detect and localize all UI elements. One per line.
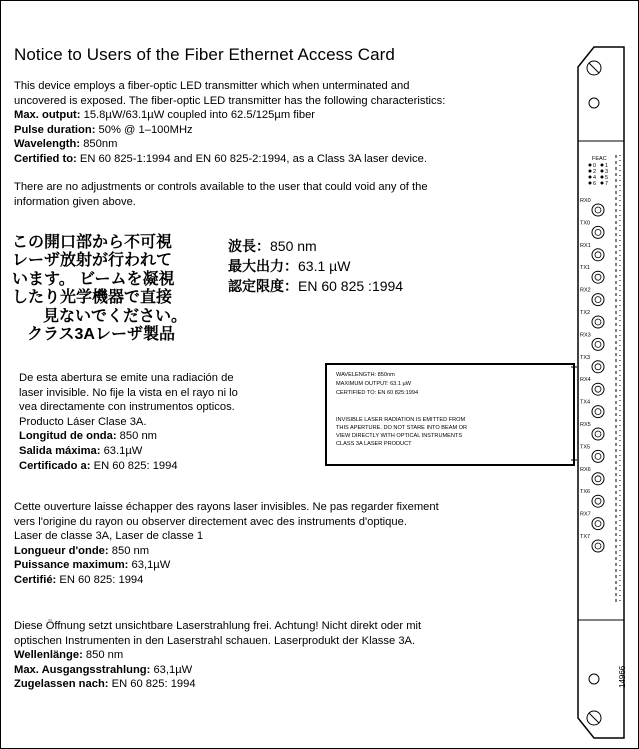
spec-label: Certificado a: [19,459,91,472]
jp-line: この開口部から不可視 [12,234,173,251]
port-label: TX5 [580,444,591,451]
spec-value: 850 nm [82,649,124,662]
spec-label: Longitud de onda: [19,430,117,443]
spec-value: 63.1µW [100,444,143,457]
label-warning-line: CLASS 3A LASER PRODUCT [336,441,412,447]
spec-label: Wavelength: [14,138,81,151]
port-connector-core [595,476,601,482]
spec-label: Longueur d'onde: [14,544,109,557]
spec-value: 850 nm [108,544,150,557]
port-label: TX6 [580,489,591,496]
spec-value: EN 60 825: 1994 [90,459,178,472]
spec-value: 63,1µW [128,559,171,572]
spec-value: 850 nm [116,430,157,443]
label-line: WAVELENGTH: 850nm [336,372,395,378]
port-connector-core [595,297,601,303]
es-line: Producto Láser Clase 3A. [19,415,147,428]
spec-label: Max. output: [14,109,81,122]
spec-line [14,648,421,663]
label-line: MAXIMUM OUTPUT: 63.1 µW [336,381,412,387]
spec-value: 15.8µW/63.1µW coupled into 62.5/125µm fiber [80,109,316,122]
led-indicator [601,170,604,173]
figure-number: 14966 [618,665,627,688]
jp-line: レーザ放射が行われて [12,252,173,270]
german-block [14,619,421,692]
port-label: RX3 [580,332,591,339]
label-warning-line: THIS APERTURE. DO NOT STARE INTO BEAM OR [336,425,468,431]
port-label: RX0 [580,198,591,204]
port-label: RX2 [580,287,591,294]
jp-line: います。 ビームを凝視 [12,270,175,288]
port-connector-core [595,498,601,504]
port-connector-core [595,319,601,325]
spec-value: 850nm [80,138,118,151]
spec-value: EN 60 825: 1994 [56,573,144,586]
led-number: 7 [605,181,609,187]
page-title: Notice to Users of the Fiber Ethernet Access Card [14,45,395,64]
spec-label: Salida máxima: [19,444,101,457]
spec-line [14,558,439,573]
led-indicator [589,182,592,185]
label-warning-line: INVISIBLE LASER RADIATION IS EMITTED FROM [336,417,466,423]
port-connector-core [595,207,601,213]
spec-label: Certifié: [14,573,57,586]
port-connector-core [595,229,601,235]
port-label: TX4 [580,399,591,406]
led-number: 4 [593,175,597,181]
port-label: TX1 [580,265,591,272]
led-number: 3 [605,169,609,175]
jp-line: したり光学機器で直接 [12,289,173,307]
fr-line: Cette ouverture laisse échapper des rayons laser invisibles. Ne pas regarder fixement [14,501,439,513]
port-connector-core [595,543,601,549]
de-line: optischen Instrumenten in den Laserstrahl schauen. Laserprodukt der Klasse 3A. [14,634,416,647]
led-indicator [601,182,604,185]
led-number: 6 [593,181,597,187]
jp-spec-value: 63.1 µW [298,258,351,274]
spec-line [14,544,439,559]
jp-spec-value: EN 60 825 :1994 [298,278,404,294]
es-line: laser invisible. No fije la vista en el rayo ni lo [19,386,238,399]
port-connector-core [595,341,601,347]
port-connector-core [595,386,601,392]
jp-line: クラス3Aレーザ製品 [27,326,175,344]
jp-line: 見ないでください。 [43,307,188,325]
fr-line: Laser de classe 3A, Laser de classe 1 [14,530,204,543]
port-connector-core [595,453,601,459]
notice-line: information given above. [14,195,136,208]
led-indicator [589,176,592,179]
port-label: RX5 [580,422,591,428]
port-connector-core [595,431,601,437]
port-connector-core [595,409,601,415]
label-warning-line: VIEW DIRECTLY WITH OPTICAL INSTRUMENTS [336,433,463,439]
port-label: RX1 [580,242,591,249]
port-label: RX7 [580,511,591,518]
port-label: TX0 [580,220,591,227]
led-indicator [601,176,604,179]
spec-label: Zugelassen nach: [14,678,109,691]
spec-line [14,663,421,678]
led-indicator [601,164,604,167]
port-connector-core [595,521,601,527]
port-connector-core [595,274,601,280]
de-line: Diese Öffnung setzt unsichtbare Laserstrahlung frei. Achtung! Nicht direkt oder mit [14,620,422,632]
jp-spec-label: 認定限度： [228,278,298,294]
feac-card-faceplate [572,45,630,740]
intro-line: This device employs a fiber-optic LED transmitter which when unterminated and [14,80,410,92]
french-block [14,500,439,588]
es-line: De esta abertura se emite una radiación de [19,372,234,384]
led-indicator [589,164,592,167]
led-number: 2 [593,169,597,175]
spec-value: EN 60 825: 1994 [108,678,196,691]
spec-value: 50% @ 1–100MHz [95,123,193,136]
port-label: RX4 [580,377,591,384]
led-number: 5 [605,175,609,181]
spec-value: 63,1µW [150,663,193,676]
intro-line: uncovered is exposed. The fiber-optic LED transmitter has the following characteristics: [14,94,446,107]
spec-label: Max. Ausgangsstrahlung: [14,663,151,676]
notice-line: There are no adjustments or controls available to the user that could void any of the [14,181,428,193]
port-label: TX2 [580,310,591,316]
port-connector-core [595,364,601,370]
spec-line [14,677,421,692]
jp-spec-label: 波長： [228,238,270,254]
es-line: vea directamente con instrumentos opticos. [19,401,235,414]
led-indicator [589,170,592,173]
spec-value: EN 60 825-1:1994 and EN 60 825-2:1994, as a Class 3A laser device. [76,152,427,165]
led-number: 1 [605,163,609,169]
port-label: RX6 [580,466,591,473]
label-line: CERTIFIED TO: EN 60 825:1994 [336,390,419,396]
card-name-label: FEAC [592,156,607,162]
port-connector-core [595,252,601,258]
port-label: TX3 [580,354,591,361]
spec-label: Certified to: [14,152,77,165]
spec-label: Wellenlänge: [14,649,83,662]
spec-line [14,573,439,588]
port-label: TX7 [580,534,591,540]
jp-spec-value: 850 nm [270,238,317,254]
spec-label: Puissance maximum: [14,559,129,572]
fr-line: vers l'origine du rayon ou observer directement avec des instruments d'optique. [14,515,407,528]
spec-label: Pulse duration: [14,123,96,136]
led-number: 0 [593,163,597,169]
jp-spec-label: 最大出力： [228,258,298,274]
